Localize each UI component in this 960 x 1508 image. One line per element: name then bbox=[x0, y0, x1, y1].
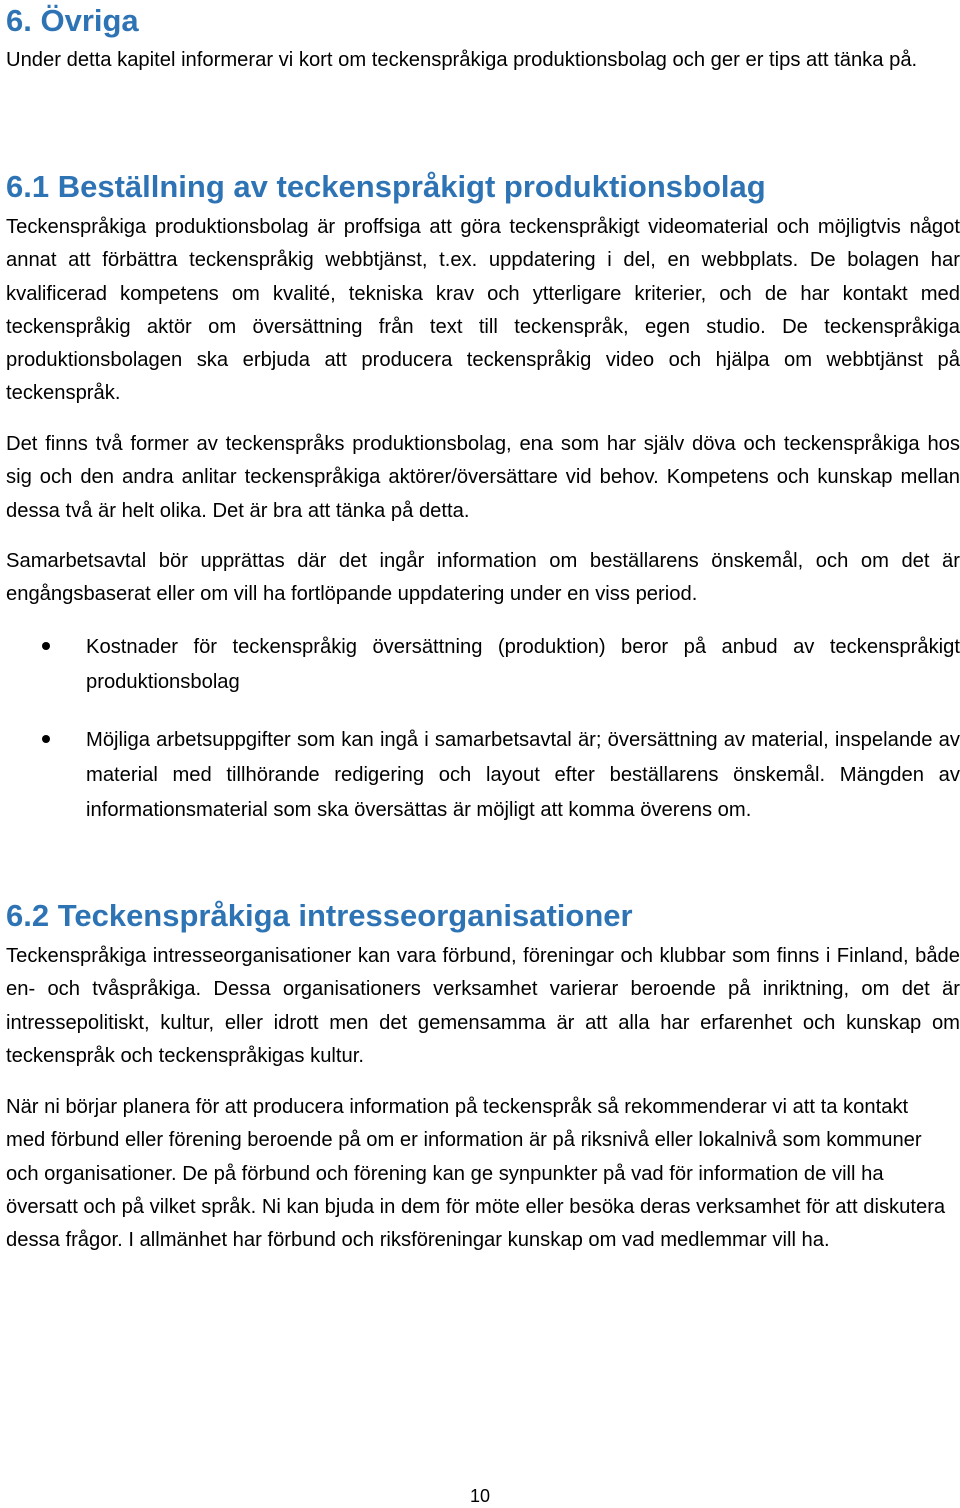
section-heading-6-1: 6.1 Beställning av teckenspråkigt produktionsbolag bbox=[6, 169, 766, 204]
bullet-text: Möjliga arbetsuppgifter som kan ingå i samarbetsavtal är; översättning av material, inspelande av material med tillhörande redigering och layout efter beställarens önskemål. Mängden av informationsmaterial som ska översättas är möjligt att komma överens om. bbox=[86, 729, 960, 821]
bullet-text: Kostnader för teckenspråkig översättning (produktion) beror på anbud av teckenspråkigt produktionsbolag bbox=[86, 636, 960, 693]
bullet-icon bbox=[42, 642, 50, 650]
section-heading-6: 6. Övriga bbox=[6, 3, 139, 38]
section-6-2-paragraph-2: När ni börjar planera för att producera information på teckenspråk så rekommenderar vi att ta kontakt med förbund eller förening beroende på om er information är på riksnivå eller lokalnivå som kommuner och organisationer. De på förbund och förening kan ge synpunkter på vad för information de vill ha översatt och på vilket språk. Ni kan bjuda in dem för möte eller besöka deras verksamhet för att diskutera dessa frågor. I allmänhet har förbund och riksföreningar kunskap om vad medlemmar vill ha. bbox=[6, 1096, 946, 1252]
page-number: 10 bbox=[469, 1486, 491, 1506]
section-intro: Under detta kapitel informerar vi kort om teckenspråkiga produktionsbolag och ger er tips att tänka på. bbox=[6, 49, 918, 71]
bullet-icon bbox=[42, 735, 50, 743]
section-6-2-paragraph-1: Teckenspråkiga intresseorganisationer kan vara förbund, föreningar och klubbar som finns i Finland, både en- och tvåspråkiga. Dessa organisationers verksamhet varierar beroende på inriktning, om det är intressepolitiskt, kultur, eller idrott men det gemensamma är att alla har erfarenhet och kunskap om teckenspråk och teckenspråkigas kultur. bbox=[6, 945, 960, 1067]
section-heading-6-2: 6.2 Teckenspråkiga intresseorganisationer bbox=[6, 898, 633, 933]
section-6-1-paragraph-1: Teckenspråkiga produktionsbolag är proffsiga att göra teckenspråkigt videomaterial och möjligtvis något annat att förbättra teckenspråkig webbtjänst, t.ex. uppdatering i del, en webbplats. De bolagen har kvalificerad kompetens om kvalité, tekniska krav och ytterligare kriterier, och de har kontakt med teckenspråkig aktör om översättning från text till teckenspråk, egen studio. De teckenspråkiga produktionsbolagen ska erbjuda att producera teckenspråkig video och hjälpa om webbtjänst på teckenspråk. bbox=[6, 216, 960, 405]
section-6-1-paragraph-3: Samarbetsavtal bör upprättas där det ingår information om beställarens önskemål, och om det är engångsbaserat eller om vill ha fortlöpande uppdatering under en viss period. bbox=[6, 550, 960, 606]
section-6-1-paragraph-2: Det finns två former av teckenspråks produktionsbolag, ena som har själv döva och teckenspråkiga hos sig och den andra anlitar teckenspråkiga aktörer/översättare vid behov. Kompetens och kunskap mellan dessa två är helt olika. Det är bra att tänka på detta. bbox=[6, 433, 960, 522]
